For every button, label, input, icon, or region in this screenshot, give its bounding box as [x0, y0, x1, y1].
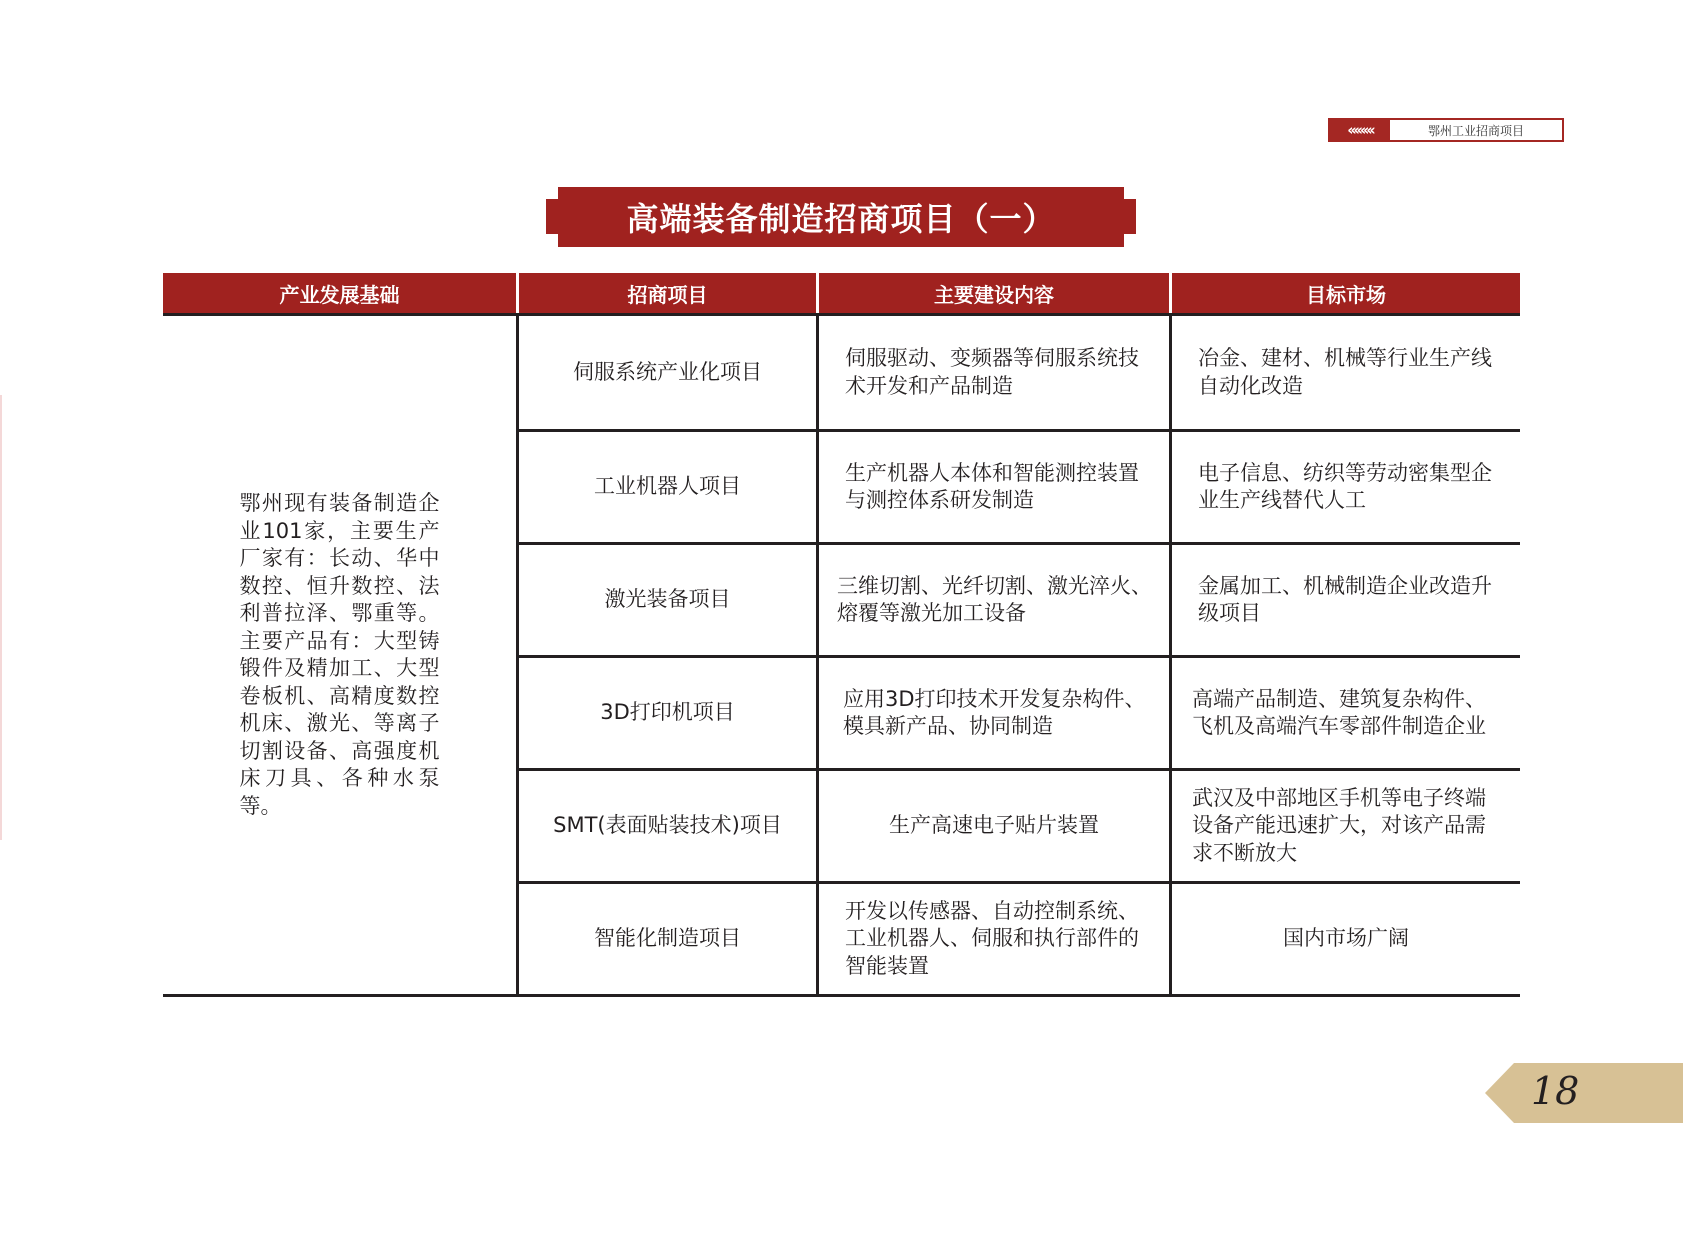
content-cell: 应用3D打印技术开发复杂构件、模具新产品、协同制造	[816, 658, 1169, 768]
content-cell: 开发以传感器、自动控制系统、工业机器人、伺服和执行部件的智能装置	[816, 884, 1169, 994]
market-cell: 武汉及中部地区手机等电子终端设备产能迅速扩大，对该产品需求不断放大	[1169, 771, 1520, 881]
market-cell: 冶金、建材、机械等行业生产线自动化改造	[1169, 316, 1520, 429]
table-row	[516, 316, 1520, 429]
page-title: 高端装备制造招商项目（一）	[626, 200, 1056, 238]
running-header-badge	[1328, 118, 1564, 142]
page-number-tab	[1485, 1063, 1683, 1123]
content-cell: 伺服驱动、变频器等伺服系统技术开发和产品制造	[816, 316, 1169, 429]
table-row	[516, 768, 1520, 881]
content-cell: 生产机器人本体和智能测控装置与测控体系研发制造	[816, 432, 1169, 542]
chevrons-left-icon: ‹‹‹‹‹‹‹‹	[1330, 120, 1390, 140]
header-project: 招商项目	[516, 273, 816, 313]
page-edge-mark	[0, 395, 2, 840]
project-cell: SMT(表面贴装技术)项目	[516, 771, 816, 881]
market-cell: 金属加工、机械制造企业改造升级项目	[1169, 545, 1520, 655]
project-cell: 3D打印机项目	[516, 658, 816, 768]
project-cell: 伺服系统产业化项目	[516, 316, 816, 429]
industry-basis-cell	[163, 316, 516, 994]
investment-projects-table	[163, 273, 1520, 997]
project-cell: 智能化制造项目	[516, 884, 816, 994]
header-market: 目标市场	[1169, 273, 1520, 313]
project-rows	[516, 316, 1520, 994]
table-row	[516, 881, 1520, 994]
table-row	[516, 429, 1520, 542]
content-cell: 三维切割、光纤切割、激光淬火、熔覆等激光加工设备	[816, 545, 1169, 655]
table-row	[516, 542, 1520, 655]
page-number: 18	[1531, 1069, 1580, 1113]
title-banner	[546, 187, 1136, 247]
running-header-label: 鄂州工业招商项目	[1427, 123, 1524, 138]
content-cell: 生产高速电子贴片装置	[816, 771, 1169, 881]
industry-basis-text: 鄂州现有装备制造企业101家，主要生产厂家有：长动、华中数控、恒升数控、法利普拉泽、鄂重等。主要产品有：大型铸锻件及精加工、大型卷板机、高精度数控机床、激光、等离子切割设备、高强度机床刀具、各种水泵等。	[239, 491, 440, 818]
page-tab-arrow-shape	[1485, 1063, 1683, 1123]
market-cell: 高端产品制造、建筑复杂构件、飞机及高端汽车零部件制造企业	[1169, 658, 1520, 768]
market-cell: 国内市场广阔	[1169, 884, 1520, 994]
table-body	[163, 316, 1520, 997]
project-cell: 激光装备项目	[516, 545, 816, 655]
header-content: 主要建设内容	[816, 273, 1169, 313]
market-cell: 电子信息、纺织等劳动密集型企业生产线替代人工	[1169, 432, 1520, 542]
project-cell: 工业机器人项目	[516, 432, 816, 542]
table-header-row	[163, 273, 1520, 316]
header-basis: 产业发展基础	[163, 273, 516, 313]
table-row	[516, 655, 1520, 768]
